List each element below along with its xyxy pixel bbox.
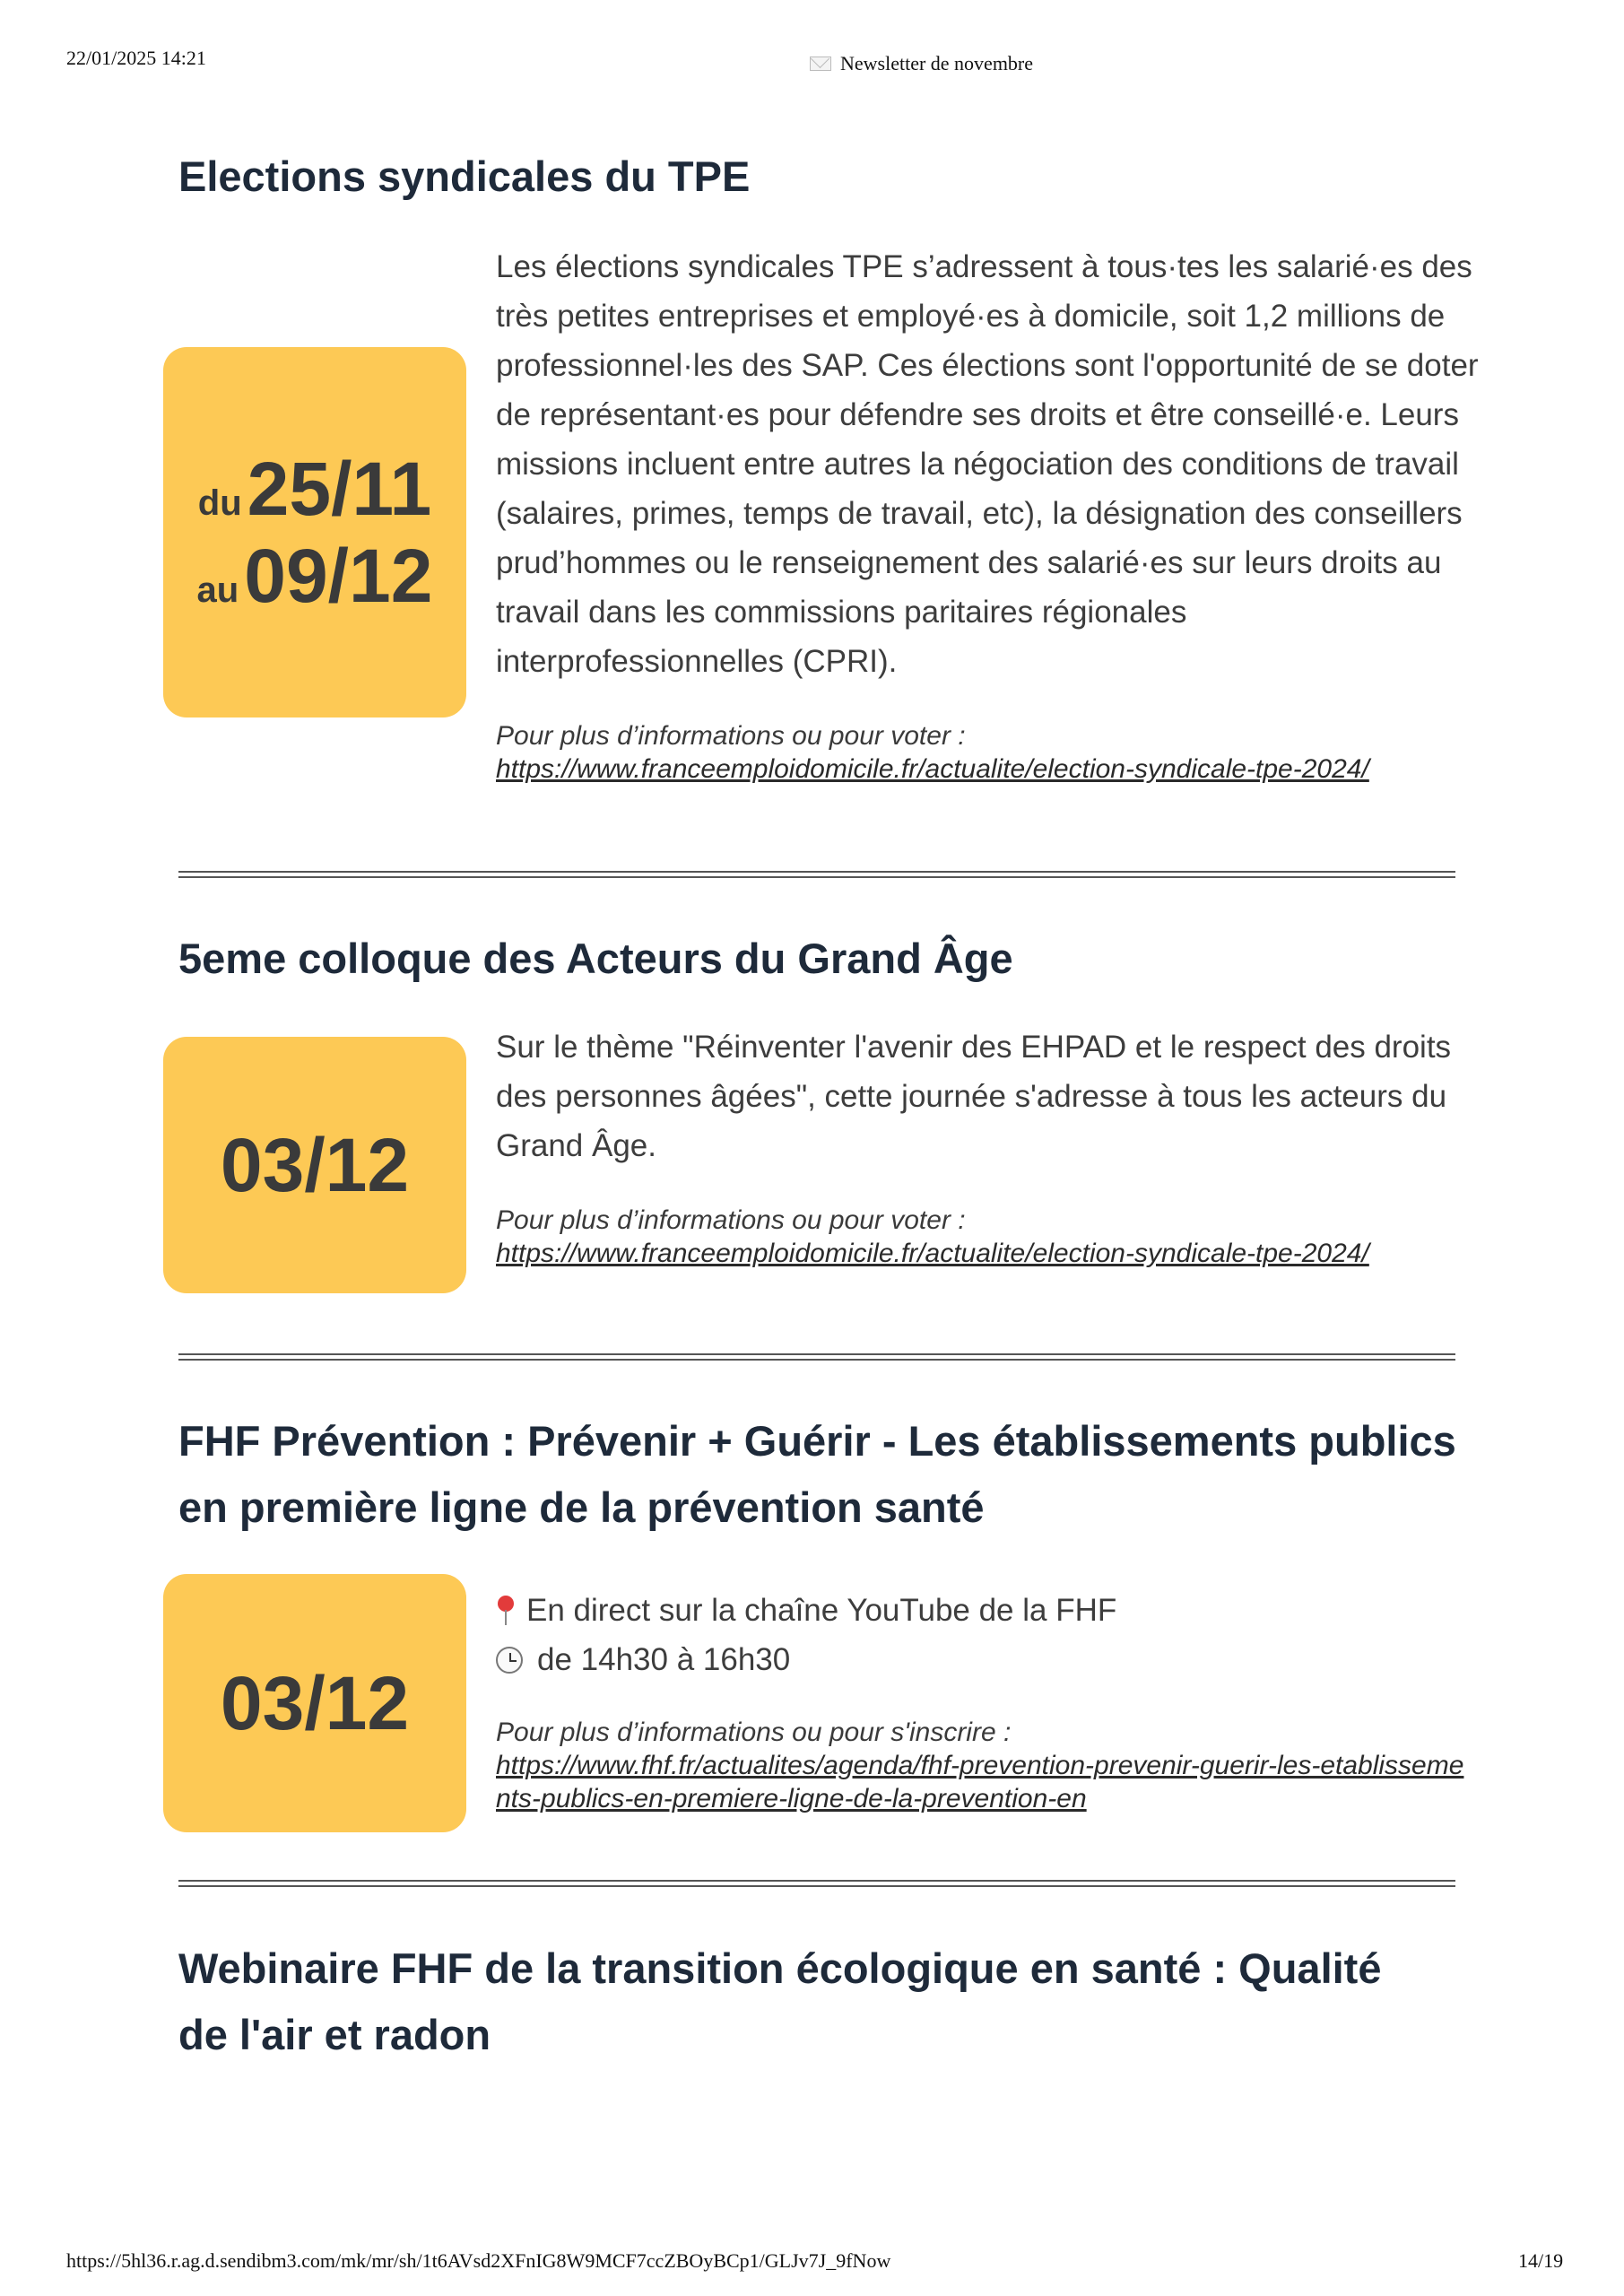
date-from: du 25/11 bbox=[197, 446, 432, 531]
more-info bbox=[496, 1716, 1464, 1815]
event-time: de 14h30 à 16h30 bbox=[496, 1635, 1482, 1684]
section-divider bbox=[178, 871, 1455, 878]
print-header bbox=[0, 47, 1624, 74]
section-divider bbox=[178, 1353, 1455, 1361]
section-title: Webinaire FHF de la transition écologique en santé : Qualité de l'air et radon bbox=[178, 1944, 1382, 2058]
print-datetime: 22/01/2025 14:21 bbox=[66, 47, 206, 69]
section-title: Elections syndicales du TPE bbox=[178, 152, 751, 200]
clock-icon bbox=[496, 1647, 523, 1674]
envelope-icon bbox=[810, 57, 831, 71]
print-title bbox=[810, 52, 1033, 75]
section-divider bbox=[178, 1880, 1455, 1887]
newsletter-title: Newsletter de novembre bbox=[840, 52, 1034, 74]
more-info-label: Pour plus d’informations ou pour s'inscrire : bbox=[496, 1718, 1012, 1747]
more-info-label: Pour plus d’informations ou pour voter : bbox=[496, 1205, 966, 1235]
event-date: 03/12 bbox=[220, 1122, 410, 1207]
print-footer bbox=[0, 2249, 1624, 2276]
date-badge bbox=[163, 1037, 466, 1293]
event-description: Sur le thème "Réinventer l'avenir des EHPAD et le respect des droits des personnes âgées", cette journée s'adresse à tous les acteurs du Grand Âge. bbox=[496, 1030, 1452, 1163]
event-date: 03/12 bbox=[220, 1660, 410, 1745]
section-title: FHF Prévention : Prévenir + Guérir - Les établissements publics en première ligne de la prévention santé bbox=[178, 1417, 1456, 1531]
date-to: au 09/12 bbox=[196, 533, 433, 618]
more-info-link[interactable]: https://www.fhf.fr/actualites/agenda/fhf-prevention-prevenir-guerir-les-etablissements-publics-en-premiere-ligne-de-la-prevention-en bbox=[496, 1751, 1464, 1813]
more-info-label: Pour plus d’informations ou pour voter : bbox=[496, 721, 966, 751]
date-badge bbox=[163, 1574, 466, 1832]
more-info-link[interactable]: https://www.franceemploidomicile.fr/actualite/election-syndicale-tpe-2024/ bbox=[496, 1239, 1369, 1268]
event-meta bbox=[496, 1586, 1482, 1684]
page-url: https://5hl36.r.ag.d.sendibm3.com/mk/mr/sh/1t6AVsd2XFnIG8W9MCF7ccZBOyBCp1/GLJv7J_9fNow bbox=[66, 2249, 891, 2272]
date-badge bbox=[163, 347, 466, 718]
pin-icon bbox=[496, 1596, 516, 1626]
more-info bbox=[496, 719, 1464, 786]
section-title: 5eme colloque des Acteurs du Grand Âge bbox=[178, 935, 1013, 982]
event-location: En direct sur la chaîne YouTube de la FHF bbox=[496, 1586, 1482, 1635]
event-description: Les élections syndicales TPE s’adressent à tous·tes les salarié·es des très petites entreprises et employé·es à domicile, soit 1,2 millions de professionnel·les des SAP. Ces élections sont l'opportunité de se doter de représentant·es pour défendre ses droits et être conseillé·e. Leurs missions incluent entre autres la négociation des conditions de travail (salaires, primes, temps de travail, etc), la désignation des conseillers prud’hommes ou le renseignement des salarié·es sur leurs droits au travail dans les commissions paritaires régionales interprofessionnelles (CPRI). bbox=[496, 249, 1479, 679]
more-info-link[interactable]: https://www.franceemploidomicile.fr/actualite/election-syndicale-tpe-2024/ bbox=[496, 754, 1369, 784]
page-number: 14/19 bbox=[1518, 2249, 1564, 2272]
more-info bbox=[496, 1204, 1464, 1270]
